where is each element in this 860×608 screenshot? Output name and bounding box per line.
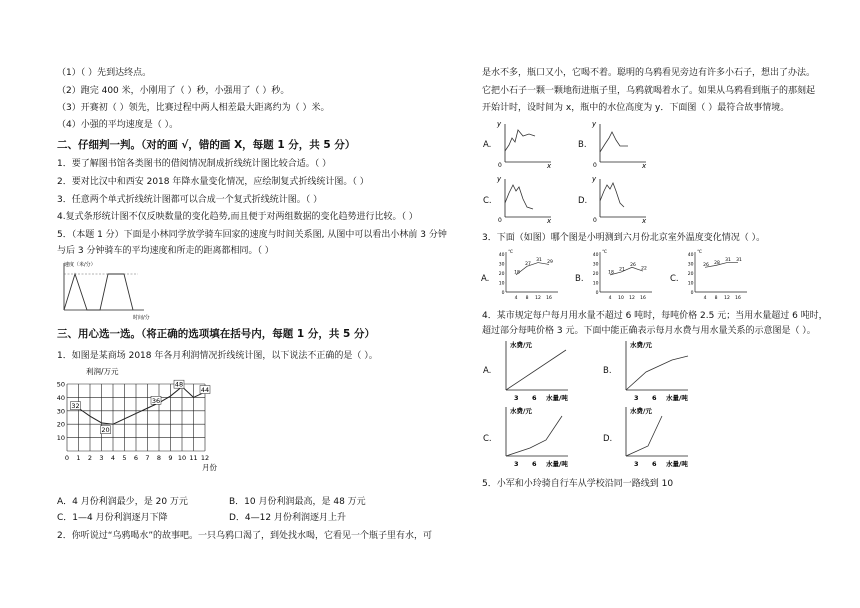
temp-y-tick: 20: [687, 272, 694, 277]
temp-unit-label: ℃: [602, 250, 608, 255]
crow-graph-a: [495, 118, 555, 170]
water-x-tick: 6: [532, 460, 537, 468]
profit-x-tick: 1: [76, 454, 81, 462]
svg-text:0: 0: [498, 162, 502, 169]
temp-y-tick: 0: [595, 291, 599, 296]
water-fee-axis-label: 水费/元: [630, 407, 652, 415]
temp-y-tick: 20: [498, 272, 505, 277]
question-line-2: （2）跑完 400 米，小刚用了（ ）秒，小强用了（ ）秒。: [57, 86, 290, 96]
water-fee-line: [506, 416, 562, 456]
temp-line: [516, 263, 549, 275]
temp-line: [705, 263, 738, 268]
profit-x-tick: 9: [168, 454, 173, 462]
profit-data-label: 32: [71, 402, 80, 411]
choice-1-option-b: B．10 月份利润最高，是 48 万元: [229, 497, 366, 507]
judge-item-3: 3．任意两个单式折线统计图都可以合成一个复式折线统计图。（ ）: [57, 195, 323, 205]
water-option-a-label: A.: [483, 366, 492, 376]
water-graph-b: [612, 338, 702, 404]
profit-x-tick: 11: [189, 454, 198, 462]
svg-text:y: y: [497, 120, 502, 128]
temp-y-tick: 30: [592, 262, 599, 268]
judge-item-5-cont: 与后 3 分钟骑车的平均速度和所走的距离都相同。（ ）: [57, 246, 274, 256]
water-graph-a: [492, 338, 582, 404]
temp-x-tick: 16: [735, 296, 741, 301]
choice-2-stem: 2．你听说过“乌鸦喝水”的故事吧。一只乌鸦口渴了，到处找水喝，它看见一个瓶子里有水，可: [57, 531, 433, 541]
crow-option-d-label: D.: [578, 196, 588, 206]
profit-y-tick: 20: [56, 420, 65, 429]
temp-chart-a: [492, 248, 564, 306]
water-fee-axis-label: 水费/元: [630, 341, 652, 349]
temp-point-label: 29: [547, 259, 553, 265]
crow-text-2: 它把小石子一颗一颗地衔进瓶子里，乌鸦就喝着水了。如果从乌鸦看到瓶子的那刻起: [482, 86, 816, 96]
profit-x-tick: 5: [122, 454, 127, 462]
temp-line: [610, 267, 643, 275]
water-fee-line: [626, 416, 662, 456]
question-line-1: （1）（ ）先到达终点。: [57, 68, 152, 78]
crow-text-1: 是水不多，瓶口又小，它喝不着。聪明的乌鸦看见旁边有许多小石子，想出了办法。: [482, 68, 816, 78]
temp-y-tick: 40: [592, 253, 599, 258]
temp-unit-label: ℃: [697, 250, 703, 255]
temp-x-tick: 8: [714, 296, 718, 301]
profit-data-label: 48: [174, 380, 184, 389]
profit-y-label: 利润/万元: [86, 367, 119, 376]
temp-y-tick: 40: [498, 253, 505, 258]
question-5-stem: 5．小军和小玲骑自行车从学校沿同一路线到 10: [482, 479, 674, 489]
choice-1-stem: 1．如图是某商场 2018 年各月利润情况折线统计图，以下说法不正确的是（ ）。: [57, 351, 378, 361]
svg-text:0: 0: [593, 162, 597, 169]
speed-time-chart: [58, 258, 168, 320]
water-fee-line: [626, 356, 688, 390]
question-4-line-1: 4．某市规定每户每月用水量不超过 6 吨时，每吨价格 2.5 元；当用水量超过 6 吨时，: [482, 311, 828, 321]
question-4-line-2: 超过部分每吨价格 3 元。下面中能正确表示每月水费与用水量关系的示意图是（ ）。: [482, 326, 816, 336]
temp-x-tick: 4: [608, 296, 612, 301]
speed-line: [64, 274, 133, 310]
temp-unit-label: ℃: [508, 250, 514, 255]
svg-text:y: y: [592, 175, 597, 183]
crow-text-3: 开始计时，设时间为 x，瓶中的水位高度为 y．下面图（ ）最符合故事情境。: [482, 103, 790, 113]
svg-text:x: x: [547, 162, 552, 170]
temp-y-tick: 10: [687, 281, 694, 287]
profit-x-tick: 4: [110, 454, 116, 462]
judge-item-5: 5．（本题 1 分）下面是小林同学放学骑车回家的速度与时间关系图, 从图中可以看出小林前 3 分钟: [57, 230, 447, 240]
temp-x-tick: 16: [546, 296, 552, 301]
profit-x-tick: 8: [156, 454, 162, 462]
temp-y-tick: 30: [498, 262, 505, 268]
profit-grid: [67, 384, 205, 451]
crow-graph-d: [590, 173, 650, 225]
choice-1-option-c: C．1—4 月份利润逐月下降: [57, 513, 168, 523]
water-option-d-label: D.: [603, 434, 613, 444]
svg-text:x: x: [642, 217, 647, 225]
crow-graph-c: [495, 173, 555, 225]
crow-option-c-label: C.: [483, 196, 492, 206]
temp-y-tick: 0: [501, 291, 505, 296]
temp-point-label: 21: [619, 267, 625, 273]
choice-1-option-d: D．4—12 月份利润逐月上升: [229, 513, 346, 523]
temp-x-tick: 12: [724, 296, 730, 301]
time-axis-label: 时间/分: [133, 315, 150, 321]
profit-line: [79, 387, 206, 425]
temp-y-tick: 20: [592, 272, 599, 277]
water-amount-axis-label: 水量/吨: [546, 460, 568, 468]
profit-y-tick: 10: [56, 434, 65, 443]
profit-y-tick: 50: [56, 380, 65, 389]
temp-y-tick: 0: [690, 291, 694, 296]
profit-data-label: 36: [151, 396, 161, 405]
crow-option-b-label: B.: [578, 140, 587, 150]
section-3-title: 三、用心选一选。（将正确的选项填在括号内，每题 1 分，共 5 分）: [57, 328, 375, 340]
svg-text:x: x: [642, 162, 647, 170]
water-x-tick: 6: [652, 394, 657, 402]
water-fee-axis-label: 水费/元: [510, 407, 532, 415]
temp-point-label: 28: [714, 260, 720, 266]
judge-item-4: 4.复式条形统计图不仅反映数量的变化趋势,而且便于对两组数据的变化趋势进行比较。（ ）: [57, 212, 418, 222]
profit-data-label: 44: [200, 386, 210, 395]
water-amount-axis-label: 水量/吨: [666, 460, 688, 468]
profit-data-label: 20: [101, 426, 110, 435]
profit-x-tick: 0: [64, 454, 70, 462]
water-x-tick: 6: [652, 460, 657, 468]
judge-item-1: 1．要了解图书馆各类图书的借阅情况制成折线统计图比较合适。（ ）: [57, 159, 332, 169]
svg-text:y: y: [592, 120, 597, 128]
water-x-tick: 3: [634, 460, 639, 468]
temp-y-tick: 30: [687, 262, 694, 268]
water-amount-axis-label: 水量/吨: [666, 394, 688, 402]
water-fee-axis-label: 水费/元: [510, 341, 532, 349]
temp-option-c-label: C.: [670, 274, 679, 284]
water-fee-line: [506, 350, 566, 390]
temp-point-label: 26: [703, 262, 709, 268]
profit-x-tick: 3: [99, 454, 104, 462]
speed-axis-label: 速度（米/分）: [64, 262, 96, 268]
judge-item-2: 2．要对比汉中和西安 2018 年降水量变化情况，应绘制复式折线统计图。（ ）: [57, 177, 369, 187]
water-x-tick: 3: [514, 394, 519, 402]
temp-point-label: 18: [608, 270, 614, 276]
temp-option-a-label: A.: [481, 274, 490, 284]
svg-text:y: y: [497, 175, 502, 183]
temp-x-tick: 10: [618, 296, 624, 301]
profit-y-tick: 30: [56, 407, 65, 416]
temp-x-tick: 4: [514, 296, 518, 301]
question-3-stem: 3．下面（如图）哪个图是小明测到六月份北京室外温度变化情况（ ）。: [482, 233, 766, 243]
temp-point-label: 31: [725, 258, 731, 264]
profit-x-tick: 2: [87, 454, 93, 462]
temp-y-tick: 40: [687, 253, 694, 258]
section-2-title: 二、仔细判一判。（对的画 √，错的画 X，每题 1 分，共 5 分）: [57, 139, 356, 151]
temp-option-b-label: B.: [575, 274, 584, 284]
crow-graph-b: [590, 118, 650, 170]
temp-chart-c: [681, 248, 753, 306]
temp-point-label: 31: [536, 258, 542, 264]
temp-point-label: 27: [525, 261, 531, 267]
temp-chart-b: [586, 248, 658, 306]
temp-x-tick: 8: [525, 296, 529, 301]
temp-point-label: 18: [514, 270, 520, 276]
water-graph-d: [612, 404, 702, 472]
temp-point-label: 31: [736, 258, 742, 264]
profit-x-tick: 6: [133, 454, 139, 462]
water-graph-c: [492, 404, 582, 472]
water-x-tick: 3: [634, 394, 639, 402]
water-amount-axis-label: 水量/吨: [546, 394, 568, 402]
profit-x-tick: 7: [145, 454, 150, 462]
question-line-4: （4）小强的平均速度是（ ）。: [57, 120, 179, 130]
temp-x-tick: 12: [535, 296, 541, 301]
temp-x-tick: 4: [703, 296, 707, 301]
profit-line-chart: [58, 366, 228, 484]
water-x-tick: 3: [514, 460, 519, 468]
water-option-c-label: C.: [483, 434, 492, 444]
water-option-b-label: B.: [603, 366, 612, 376]
temp-x-tick: 16: [640, 296, 646, 301]
profit-y-tick: 40: [56, 393, 65, 402]
choice-1-option-a: A．4 月份利润最少，是 20 万元: [57, 497, 188, 507]
svg-text:0: 0: [498, 217, 502, 224]
temp-point-label: 22: [641, 266, 647, 272]
temp-x-tick: 12: [629, 296, 635, 301]
svg-text:0: 0: [593, 217, 597, 224]
temp-point-label: 26: [630, 262, 636, 268]
profit-x-tick: 10: [177, 454, 187, 462]
temp-y-tick: 10: [498, 281, 505, 287]
crow-option-a-label: A.: [483, 140, 492, 150]
profit-x-label: 月份: [202, 463, 217, 472]
profit-x-tick: 12: [200, 454, 210, 462]
temp-y-tick: 10: [592, 281, 599, 287]
water-x-tick: 6: [532, 394, 537, 402]
svg-text:x: x: [547, 217, 552, 225]
question-line-3: （3）开赛初（ ）领先，比赛过程中两人相差最大距离约为（ ）米。: [57, 103, 330, 113]
